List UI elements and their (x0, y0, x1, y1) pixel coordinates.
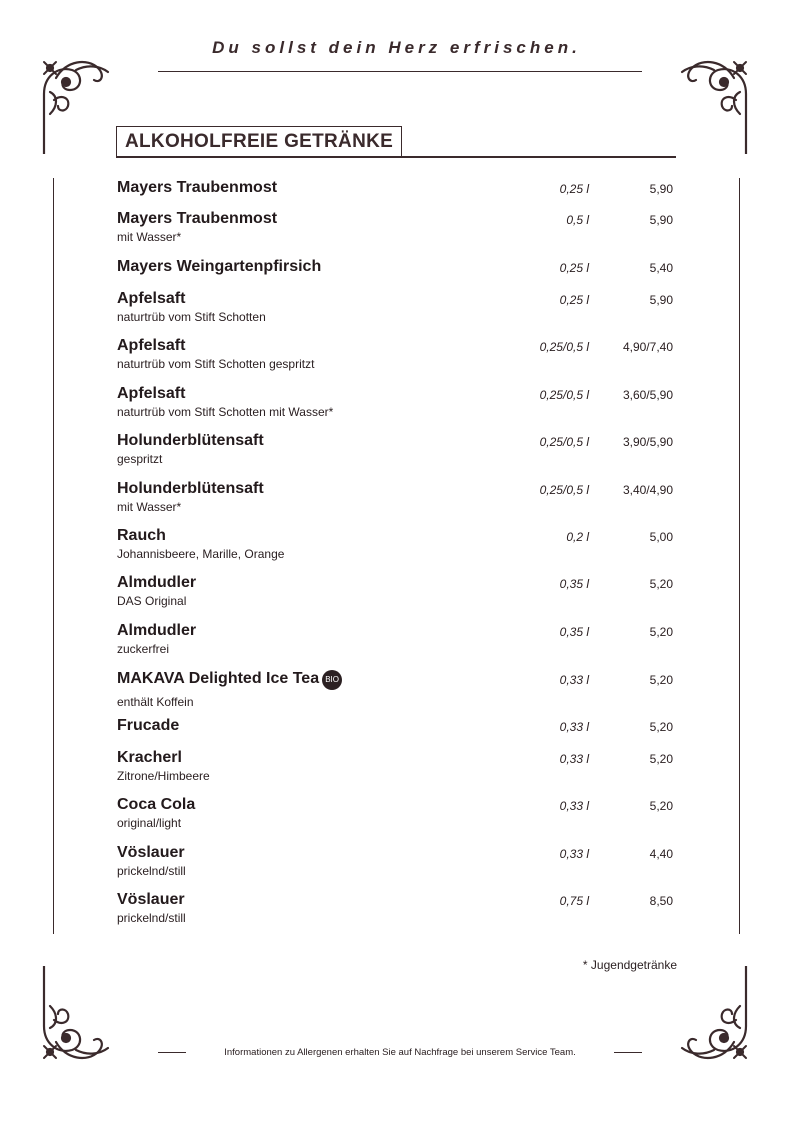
menu-item-description: naturtrüb vom Stift Schotten (117, 310, 266, 324)
menu-item-name-text: Rauch (117, 527, 166, 544)
menu-item (117, 384, 677, 420)
menu-item-price: 5,00 (649, 530, 673, 544)
menu-item-name-text: Almdudler (117, 622, 197, 639)
allergen-info-bar (158, 1045, 642, 1059)
menu-item-price: 4,40 (649, 847, 673, 861)
menu-item-name (117, 384, 677, 404)
menu-item (117, 573, 677, 609)
menu-item-name (117, 289, 677, 309)
bio-badge-icon: BIO (322, 670, 342, 690)
menu-item-volume: 0,25 l (559, 293, 589, 307)
menu-item-volume: 0,75 l (559, 894, 589, 908)
menu-item-volume: 0,33 l (559, 720, 589, 734)
menu-item-name-text: Mayers Traubenmost (117, 179, 278, 196)
menu-item-description: prickelnd/still (117, 911, 186, 925)
menu-item-name-text: Apfelsaft (117, 385, 186, 402)
menu-item-volume: 0,25/0,5 l (539, 435, 589, 449)
menu-item-price: 5,20 (649, 752, 673, 766)
corner-ornament-icon (36, 966, 116, 1066)
menu-item-volume: 0,33 l (559, 847, 589, 861)
menu-item (117, 336, 677, 372)
menu-item-price: 4,90/7,40 (622, 340, 673, 354)
menu-item-name (117, 890, 677, 910)
menu-item-volume: 0,25 l (559, 182, 589, 196)
menu-item-description: mit Wasser* (117, 230, 182, 244)
menu-item-price: 3,90/5,90 (622, 435, 673, 449)
menu-item-description: zuckerfrei (117, 642, 170, 656)
menu-item-name-text: Vöslauer (117, 891, 185, 908)
menu-item (117, 795, 677, 831)
menu-item (117, 621, 677, 657)
menu-item-volume: 0,25 l (559, 261, 589, 275)
footnote: * Jugendgetränke (582, 958, 677, 972)
menu-item-description: DAS Original (117, 594, 187, 608)
menu-item-description: enthält Koffein (117, 695, 194, 709)
menu-item-price: 5,90 (649, 182, 673, 196)
menu-item (117, 178, 677, 198)
menu-item-name (117, 669, 677, 690)
corner-ornament-icon (674, 966, 754, 1066)
menu-item-name (117, 748, 677, 768)
menu-item-price: 5,20 (649, 720, 673, 734)
footer-dash-left (158, 1052, 186, 1053)
menu-item-volume: 0,25/0,5 l (539, 340, 589, 354)
menu-item (117, 748, 677, 784)
menu-item-name-text: Mayers Traubenmost (117, 210, 278, 227)
corner-ornament-icon (674, 54, 754, 154)
menu-item-name-text: Holunderblütensaft (117, 432, 264, 449)
menu-item-description: prickelnd/still (117, 864, 186, 878)
menu-item-name-text: Apfelsaft (117, 337, 186, 354)
menu-item-name-text: Vöslauer (117, 844, 185, 861)
menu-item-name-text: MAKAVA Delighted Ice Tea (117, 670, 320, 687)
menu-item-name-text: Mayers Weingartenpfirsich (117, 258, 322, 275)
menu-item-name (117, 257, 677, 277)
menu-item-description: original/light (117, 816, 182, 830)
menu-item-name-text: Coca Cola (117, 796, 196, 813)
left-border-line (53, 178, 54, 934)
menu-item-description: naturtrüb vom Stift Schotten mit Wasser* (117, 405, 334, 419)
menu-item-name (117, 843, 677, 863)
menu-item-name (117, 431, 677, 451)
menu-item-volume: 0,33 l (559, 673, 589, 687)
menu-item-name (117, 209, 677, 229)
footer-dash-right (614, 1052, 642, 1053)
menu-item (117, 669, 677, 710)
menu-item-name (117, 336, 677, 356)
menu-item (117, 431, 677, 467)
menu-item (117, 843, 677, 879)
menu-item-name (117, 178, 677, 198)
allergen-info-text: Informationen zu Allergenen erhalten Sie auf Nachfrage bei unserem Service Team. (224, 1046, 576, 1058)
top-divider (158, 71, 642, 72)
menu-item-description: gespritzt (117, 452, 163, 466)
menu-item-name (117, 716, 677, 736)
menu-item (117, 257, 677, 277)
menu-item (117, 289, 677, 325)
menu-item-name (117, 526, 677, 546)
menu-item (117, 209, 677, 245)
menu-item-price: 5,20 (649, 799, 673, 813)
section-title: ALKOHOLFREIE GETRÄNKE (116, 126, 402, 156)
tagline: Du sollst dein Herz erfrischen. (212, 38, 581, 57)
menu-item (117, 479, 677, 515)
section-title-divider (116, 156, 676, 158)
menu-item-name-text: Apfelsaft (117, 290, 186, 307)
menu-item-description: Johannisbeere, Marille, Orange (117, 547, 285, 561)
menu-item (117, 526, 677, 562)
menu-item-volume: 0,2 l (566, 530, 589, 544)
menu-item-price: 3,60/5,90 (622, 388, 673, 402)
menu-item-name (117, 479, 677, 499)
menu-item-name-text: Kracherl (117, 749, 182, 766)
menu-item-price: 5,90 (649, 293, 673, 307)
menu-item-price: 5,40 (649, 261, 673, 275)
menu-item-volume: 0,35 l (559, 625, 589, 639)
menu-item-name (117, 621, 677, 641)
menu-item-volume: 0,25/0,5 l (539, 388, 589, 402)
menu-item-volume: 0,25/0,5 l (539, 483, 589, 497)
corner-ornament-icon (36, 54, 116, 154)
menu-item-volume: 0,33 l (559, 799, 589, 813)
menu-item-price: 3,40/4,90 (622, 483, 673, 497)
menu-item-volume: 0,35 l (559, 577, 589, 591)
menu-item (117, 716, 677, 736)
menu-item (117, 890, 677, 926)
menu-item-description: naturtrüb vom Stift Schotten gespritzt (117, 357, 315, 371)
menu-item-name-text: Frucade (117, 717, 180, 734)
menu-item-name (117, 573, 677, 593)
menu-item-name (117, 795, 677, 815)
menu-item-price: 8,50 (649, 894, 673, 908)
menu-item-price: 5,20 (649, 625, 673, 639)
menu-item-description: Zitrone/Himbeere (117, 769, 210, 783)
menu-item-volume: 0,33 l (559, 752, 589, 766)
menu-item-price: 5,20 (649, 577, 673, 591)
menu-item-name-text: Holunderblütensaft (117, 480, 264, 497)
menu-item-volume: 0,5 l (566, 213, 589, 227)
menu-item-price: 5,20 (649, 673, 673, 687)
right-border-line (739, 178, 740, 934)
menu-item-description: mit Wasser* (117, 500, 182, 514)
menu-item-name-text: Almdudler (117, 574, 197, 591)
menu-item-price: 5,90 (649, 213, 673, 227)
